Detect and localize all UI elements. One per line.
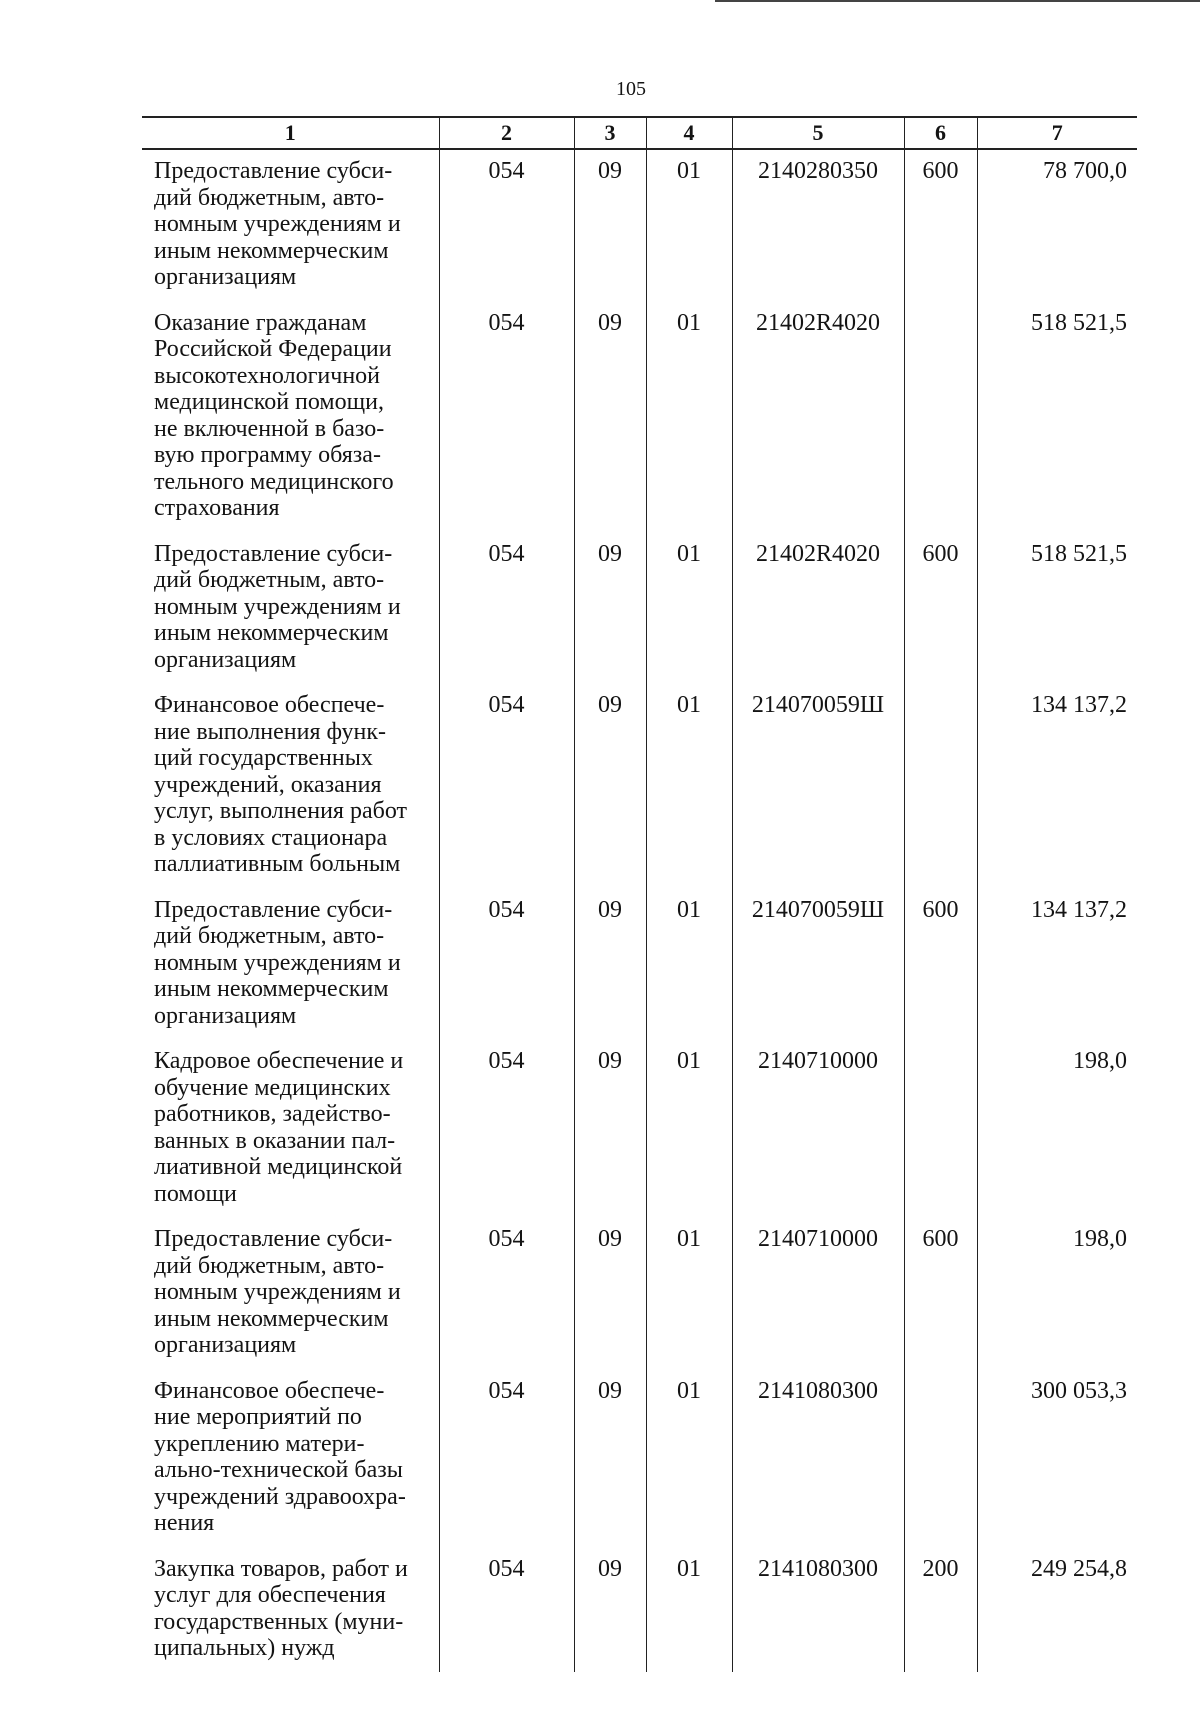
section-code-cell: 09 [574, 1040, 646, 1218]
subsection-code-cell: 01 [646, 533, 732, 685]
section-code-cell: 09 [574, 302, 646, 533]
gov-code-cell: 054 [439, 302, 574, 533]
table-row [142, 149, 1137, 302]
target-code-cell: 2141080300 [732, 1370, 904, 1548]
column-header: 6 [904, 117, 977, 149]
amount-cell: 518 521,5 [977, 302, 1137, 533]
row-name-cell: Кадровое обеспечение и обучение медицинских работников, задейство- ванных в оказании пал- лиативной медицинской помощи [154, 1048, 404, 1207]
subsection-code-cell: 01 [646, 684, 732, 889]
subsection-code-cell: 01 [646, 1040, 732, 1218]
section-code-cell: 09 [574, 149, 646, 302]
subsection-code-cell: 01 [646, 1218, 732, 1370]
target-code-cell: 2140710000 [732, 1040, 904, 1218]
section-code-cell: 09 [574, 889, 646, 1041]
target-code-cell: 2140280350 [732, 149, 904, 302]
gov-code-cell: 054 [439, 1370, 574, 1548]
table-row [142, 1370, 1137, 1548]
gov-code-cell: 054 [439, 149, 574, 302]
target-code-cell: 2140710000 [732, 1218, 904, 1370]
expense-type-cell: 600 [904, 149, 977, 302]
column-header: 4 [646, 117, 732, 149]
amount-cell: 134 137,2 [977, 684, 1137, 889]
table-row [142, 1548, 1137, 1672]
header-row [142, 117, 1137, 149]
table-row [142, 684, 1137, 889]
amount-cell: 134 137,2 [977, 889, 1137, 1041]
page-number: 105 [616, 78, 646, 100]
row-name-cell: Финансовое обеспече- ние мероприятий по укреплению матери- ально-технической базы учреждений здравоохра- нения [154, 1377, 406, 1536]
amount-cell: 300 053,3 [977, 1370, 1137, 1548]
gov-code-cell: 054 [439, 889, 574, 1041]
budget-table [142, 116, 1137, 1672]
subsection-code-cell: 01 [646, 1548, 732, 1672]
section-code-cell: 09 [574, 1370, 646, 1548]
amount-cell: 198,0 [977, 1040, 1137, 1218]
column-header: 7 [977, 117, 1137, 149]
row-name-cell: Оказание гражданам Российской Федерации высокотехнологичной медицинской помощи, не включенной в базо- вую программу обяза- тельного медицинского страхования [154, 309, 394, 521]
subsection-code-cell: 01 [646, 1370, 732, 1548]
table-body [142, 149, 1137, 1672]
expense-type-cell: 600 [904, 533, 977, 685]
section-code-cell: 09 [574, 1218, 646, 1370]
expense-type-cell [904, 302, 977, 533]
table-row [142, 533, 1137, 685]
column-header: 5 [732, 117, 904, 149]
row-name-cell: Закупка товаров, работ и услуг для обеспечения государственных (муни- ципальных) нужд [154, 1555, 408, 1661]
target-code-cell: 21402R4020 [732, 533, 904, 685]
subsection-code-cell: 01 [646, 149, 732, 302]
target-code-cell: 214070059Ш [732, 684, 904, 889]
target-code-cell: 21402R4020 [732, 302, 904, 533]
amount-cell: 78 700,0 [977, 149, 1137, 302]
column-header: 3 [574, 117, 646, 149]
target-code-cell: 2141080300 [732, 1548, 904, 1672]
table-row [142, 889, 1137, 1041]
gov-code-cell: 054 [439, 533, 574, 685]
column-header: 2 [439, 117, 574, 149]
gov-code-cell: 054 [439, 1040, 574, 1218]
expense-type-cell [904, 684, 977, 889]
gov-code-cell: 054 [439, 1548, 574, 1672]
row-name-cell: Предоставление субси- дий бюджетным, авто- номным учреждениям и иным некоммерческим организациям [154, 1226, 401, 1358]
column-header: 1 [142, 117, 439, 149]
table-row [142, 302, 1137, 533]
expense-type-cell: 600 [904, 889, 977, 1041]
expense-type-cell [904, 1370, 977, 1548]
amount-cell: 249 254,8 [977, 1548, 1137, 1672]
amount-cell: 198,0 [977, 1218, 1137, 1370]
section-code-cell: 09 [574, 533, 646, 685]
amount-cell: 518 521,5 [977, 533, 1137, 685]
row-name-cell: Предоставление субси- дий бюджетным, авто- номным учреждениям и иным некоммерческим организациям [154, 158, 401, 290]
row-name-cell: Предоставление субси- дий бюджетным, авто- номным учреждениям и иным некоммерческим организациям [154, 540, 401, 673]
target-code-cell: 214070059Ш [732, 889, 904, 1041]
row-name-cell: Предоставление субси- дий бюджетным, авто- номным учреждениям и иным некоммерческим организациям [154, 896, 401, 1029]
row-name-cell: Финансовое обеспече- ние выполнения функ- ций государственных учреждений, оказания услуг, выполнения работ в условиях стационара паллиативным больным [154, 692, 407, 877]
table-row [142, 1040, 1137, 1218]
section-code-cell: 09 [574, 1548, 646, 1672]
subsection-code-cell: 01 [646, 889, 732, 1041]
gov-code-cell: 054 [439, 684, 574, 889]
expense-type-cell [904, 1040, 977, 1218]
section-code-cell: 09 [574, 684, 646, 889]
top-edge-rule [715, 0, 1200, 2]
expense-type-cell: 600 [904, 1218, 977, 1370]
gov-code-cell: 054 [439, 1218, 574, 1370]
table-row [142, 1218, 1137, 1370]
expense-type-cell: 200 [904, 1548, 977, 1672]
subsection-code-cell: 01 [646, 302, 732, 533]
